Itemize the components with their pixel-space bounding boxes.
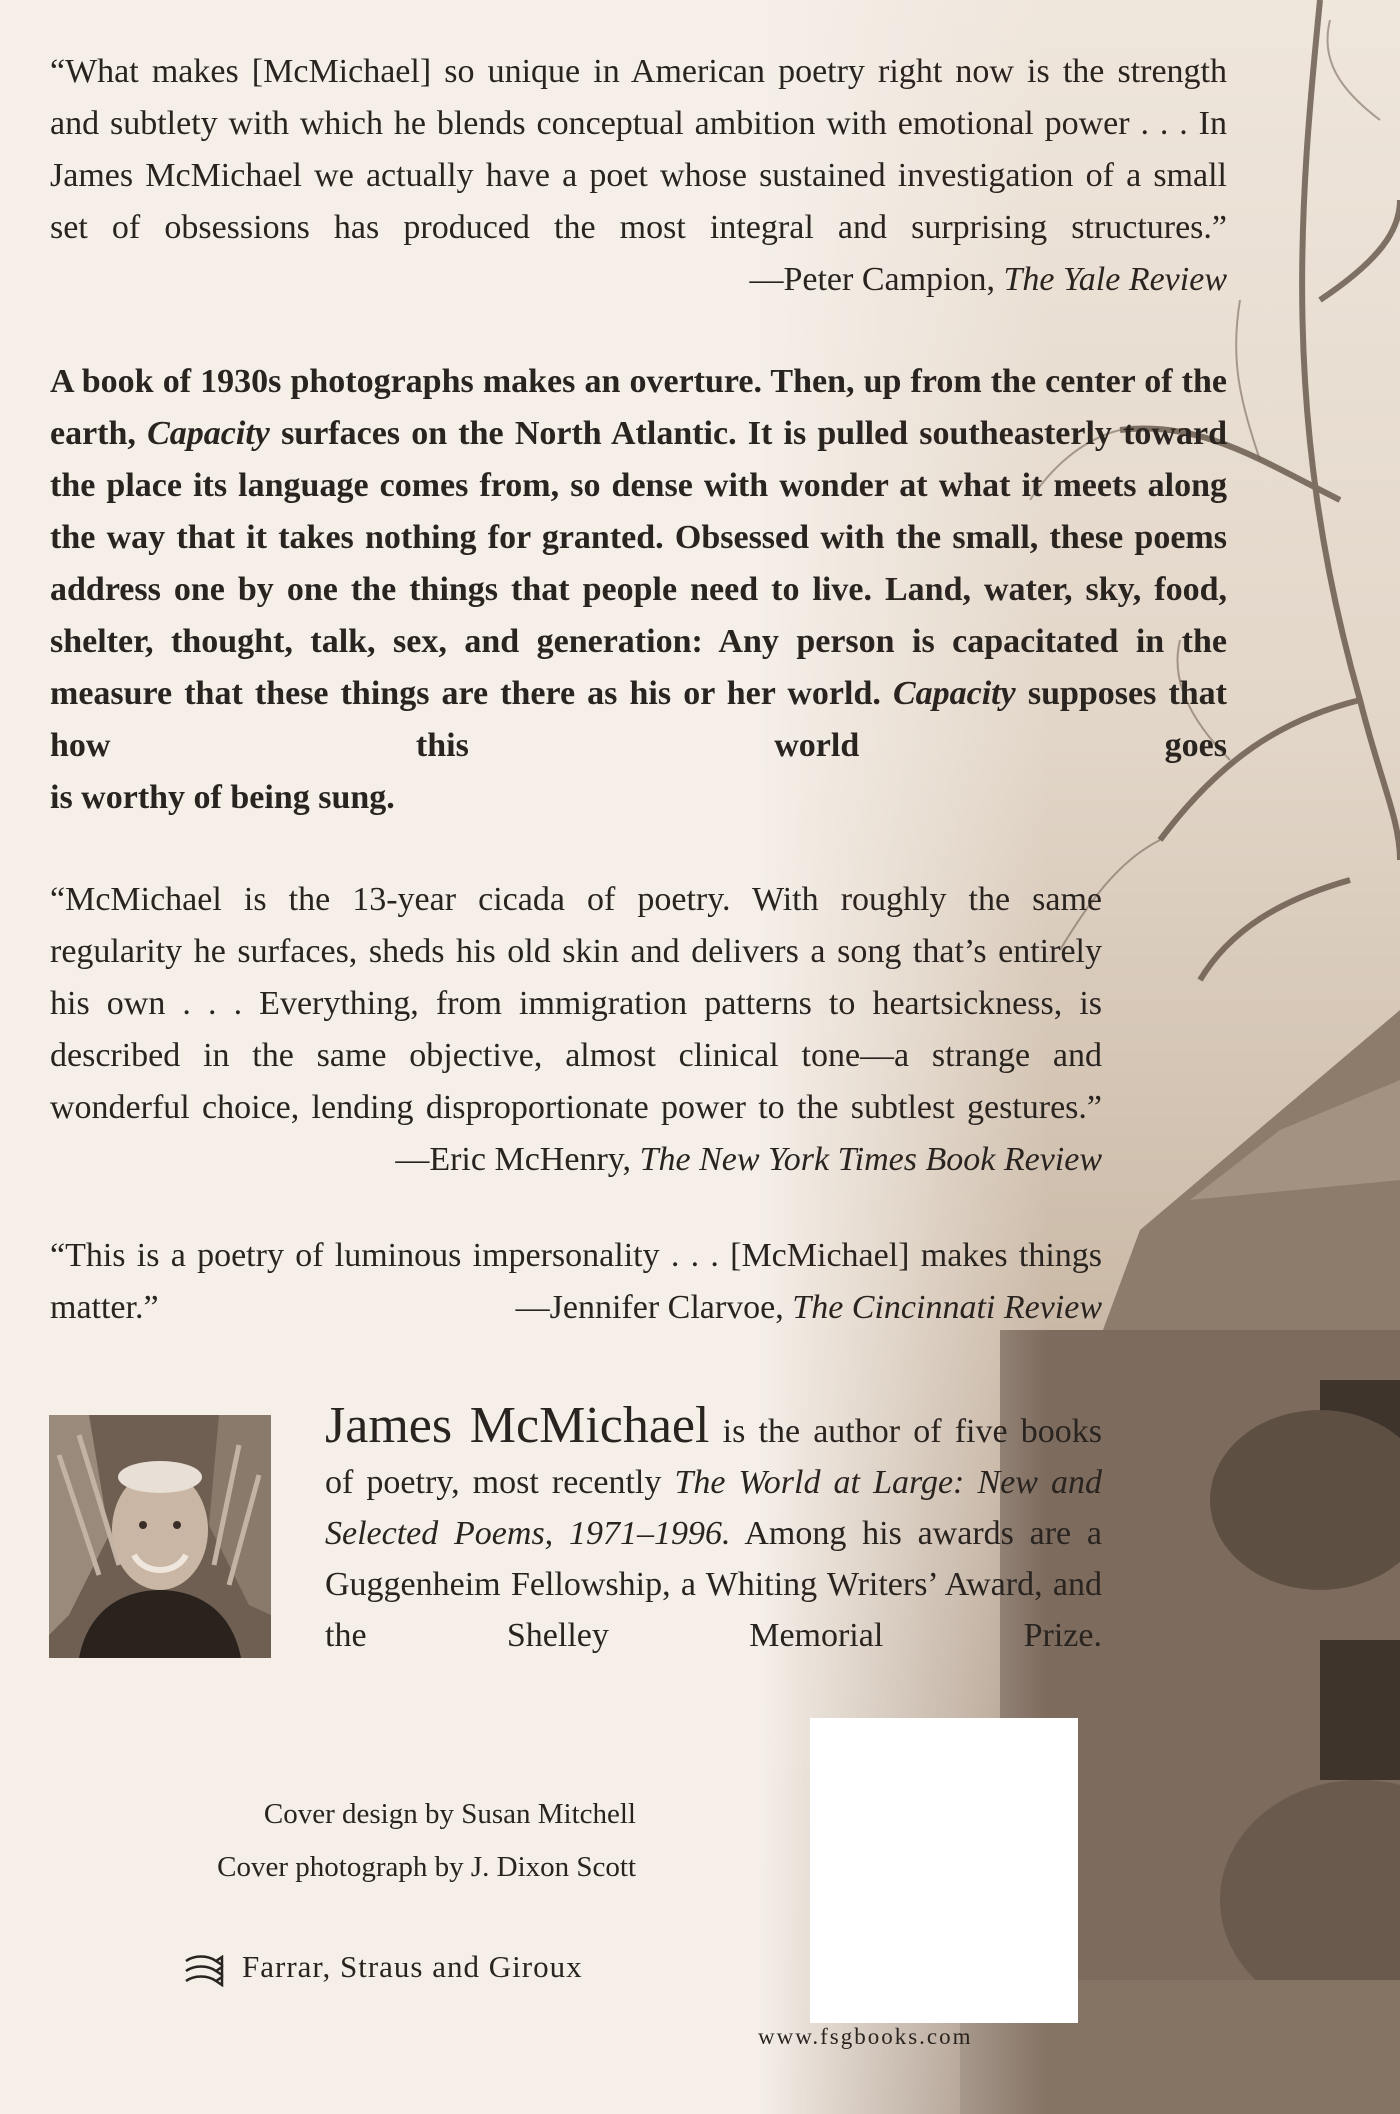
author-name: James McMichael	[325, 1397, 710, 1454]
book-title: Capacity	[147, 415, 270, 452]
barcode-area	[810, 1718, 1078, 2023]
review-quote-nyt	[50, 874, 1102, 1186]
quote-attribution: —Eric McHenry, The New York Times Book Review	[395, 1141, 1102, 1178]
author-photo	[49, 1415, 271, 1658]
publisher-website: www.fsgbooks.com	[758, 2024, 973, 2049]
book-title: Capacity	[892, 675, 1016, 712]
review-quote-cincinnati	[50, 1230, 1102, 1334]
cover-design-credit: Cover design by Susan Mitchell	[263, 1798, 636, 1830]
book-description: A book of 1930s photographs makes an overture. Then, up from the center of the earth, Capacity surfaces on the North Atlantic. It is pulled southeasterly toward the place its language comes from, so dense with wonder at what it meets along the way that it takes nothing for granted. Obsessed with the small, these poems address one by one the things that people need to live. Land, water, sky, food, shelter, thought, talk, sex, and generation: Any person is capacitated in the measure that these things are there as his or her world. Capacity supposes that how this world goes is worthy of being sung.	[50, 363, 1228, 816]
review-quote-yale	[50, 46, 1227, 306]
quote-text: “McMichael is the 13-year cicada of poetry. With roughly the same regularity he surfaces, sheds his old skin and delivers a song that’s entirely his own . . . Everything, from immigration patterns to heartsickness, is described in the same objective, almost clinical tone—a strange and wonderful choice, lending disproportionate power to the subtlest gestures.”	[50, 881, 1102, 1126]
book-title: The World at Large: New and Selected Poems, 1971–1996.	[325, 1464, 1102, 1552]
publisher-name: Farrar, Straus and Giroux	[242, 1949, 583, 1984]
author-bio: James McMichael is the author of five books of poetry, most recently The World at Large: New and Selected Poems, 1971–1996. Among his awards are a Guggenheim Fellowship, a Whiting Writers’ Award, and the Shelley Memorial Prize.	[325, 1397, 1103, 1654]
quote-attribution: —Peter Campion, The Yale Review	[749, 261, 1227, 298]
quote-text: “This is a poetry of luminous impersonality . . . [McMichael] makes things matter.”	[50, 1237, 1102, 1326]
quote-attribution: —Jennifer Clarvoe, The Cincinnati Review	[515, 1289, 1102, 1326]
quote-text: “What makes [McMichael] so unique in American poetry right now is the strength and subtlety with which he blends conceptual ambition with emotional power . . . In James McMichael we actually have a poet whose sustained investigation of a small set of obsessions has produced the most integral and surprising structures.”	[50, 53, 1227, 246]
cover-photo-credit: Cover photograph by J. Dixon Scott	[217, 1851, 636, 1883]
